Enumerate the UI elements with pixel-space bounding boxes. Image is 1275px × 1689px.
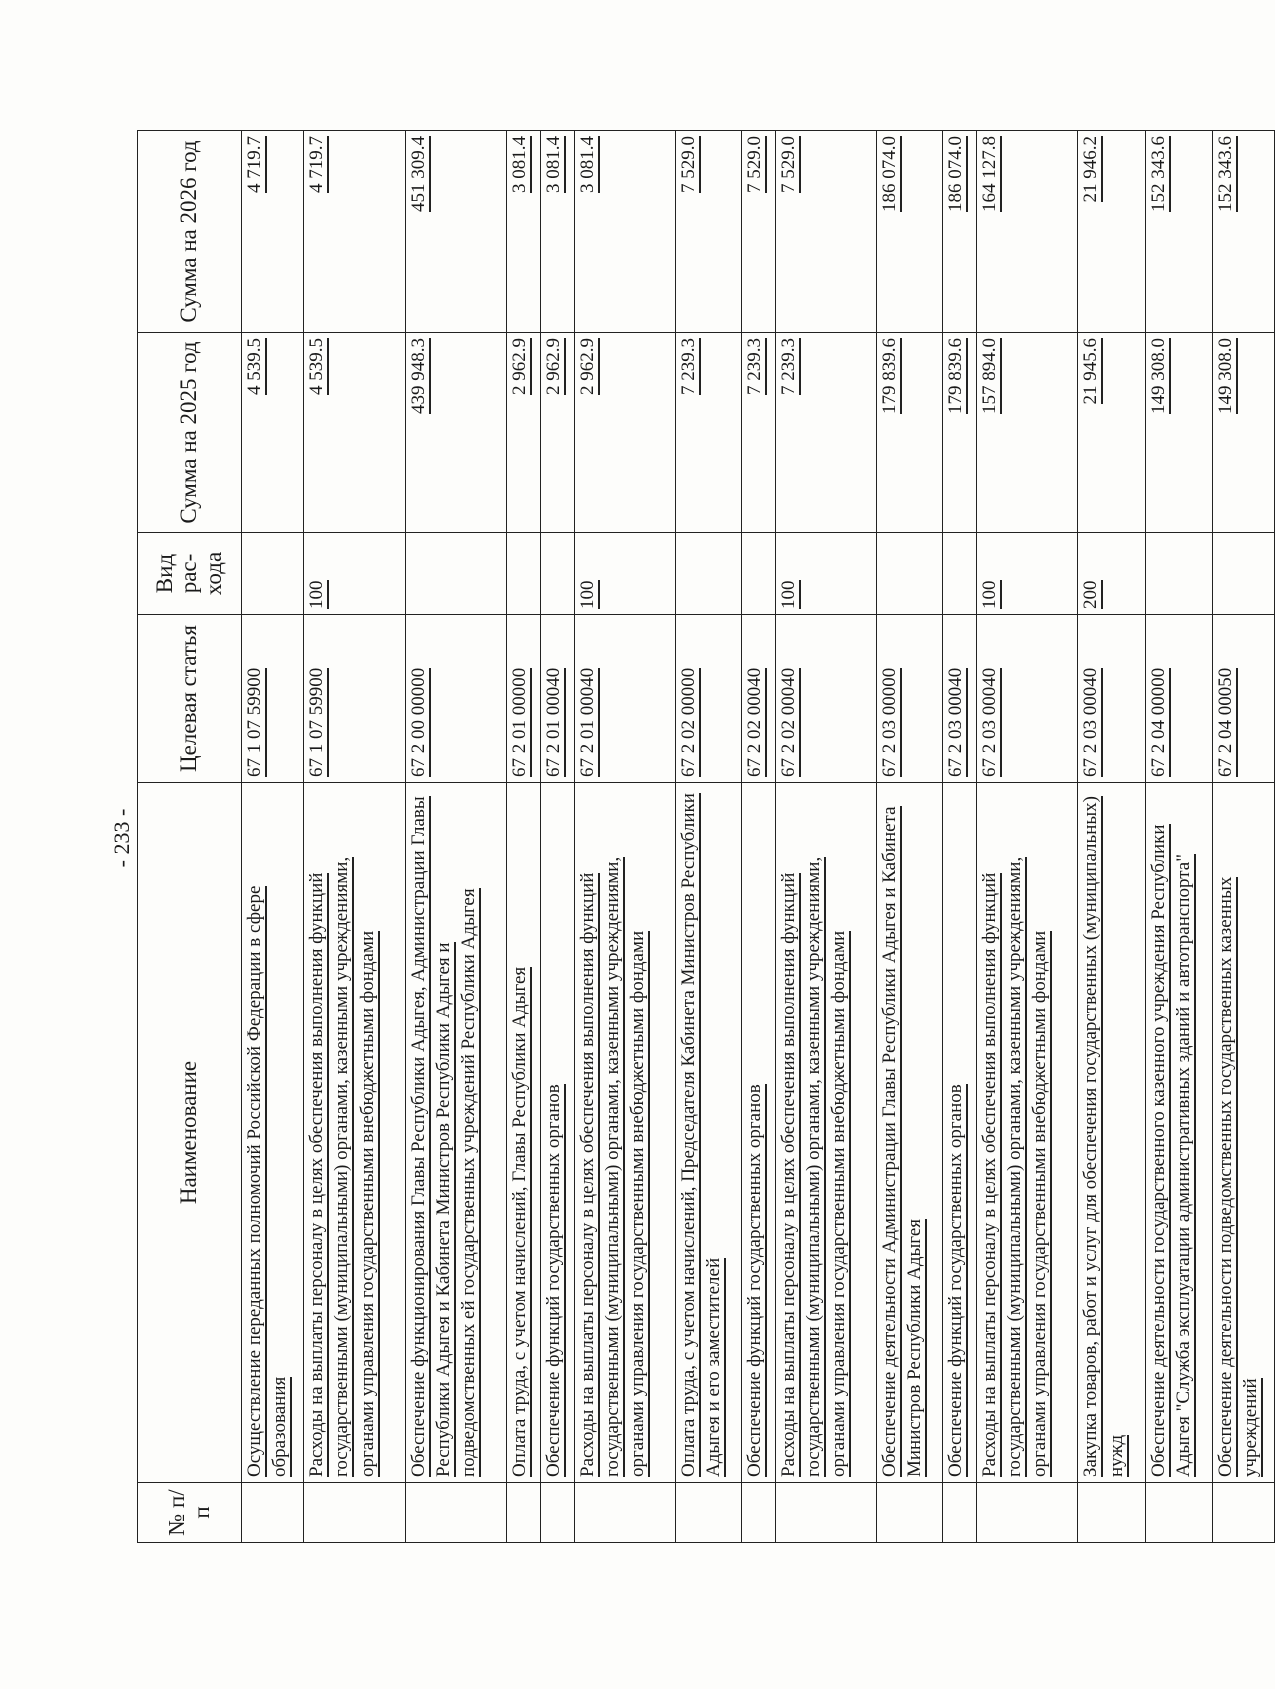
row-target-text: 67 2 02 00040 <box>778 667 800 777</box>
row-sum-2026-text: 4 719.7 <box>306 136 328 193</box>
row-target-text: 67 1 07 59900 <box>306 667 328 777</box>
row-sum-2026-text: 451 309.4 <box>407 136 429 212</box>
row-target-text: 67 2 02 00040 <box>744 667 765 777</box>
row-target-cell <box>977 615 1078 783</box>
row-sum-2025-cell <box>977 333 1078 533</box>
row-expense-type-text: 100 <box>979 580 1001 609</box>
row-sum-2025-text: 157 894.0 <box>979 338 1001 414</box>
row-num-cell <box>242 1483 304 1543</box>
table-row <box>676 131 742 1543</box>
row-sum-2026-cell <box>540 131 574 333</box>
table-row <box>877 131 943 1543</box>
header-sum-2025: Сумма на 2025 год <box>138 333 242 533</box>
page-number: - 233 - <box>109 808 134 868</box>
row-sum-2026-cell <box>506 131 540 333</box>
row-name-text: Обеспечение деятельности подведомственных государственных казенных учреждений <box>1214 876 1261 1477</box>
rotated-table-container <box>137 131 1275 1543</box>
row-sum-2026-text: 152 343.6 <box>1214 136 1236 212</box>
row-expense-type-cell <box>304 533 405 615</box>
row-sum-2026-cell <box>1078 131 1145 333</box>
row-name-cell <box>540 783 574 1483</box>
row-expense-type-cell <box>742 533 776 615</box>
row-target-cell <box>776 615 877 783</box>
header-sum-2026: Сумма на 2026 год <box>138 131 242 333</box>
row-name-cell <box>877 783 943 1483</box>
table-body <box>242 131 1275 1543</box>
table-row <box>242 131 304 1543</box>
row-sum-2025-text: 4 539.5 <box>244 338 265 395</box>
row-num-cell <box>742 1483 776 1543</box>
row-name-cell <box>943 783 977 1483</box>
row-sum-2025-cell <box>506 333 540 533</box>
row-sum-2025-cell <box>1145 333 1212 533</box>
row-num-cell <box>977 1483 1078 1543</box>
row-target-cell <box>1212 615 1274 783</box>
row-name-cell <box>742 783 776 1483</box>
row-sum-2026-text: 3 081.4 <box>508 136 530 193</box>
row-expense-type-text: 100 <box>778 580 800 609</box>
row-expense-type-cell <box>1212 533 1274 615</box>
row-sum-2025-text: 2 962.9 <box>576 338 598 395</box>
row-target-text: 67 2 01 00000 <box>508 667 530 777</box>
row-name-text: Расходы на выплаты персоналу в целях обеспечения выполнения функций государственными (муниципальными) органами, казенными учреждениями, органами управления государственными внебюджетными фондами <box>778 856 850 1477</box>
row-name-text: Осуществление переданных полномочий Российской Федерации в сфере образования <box>244 885 291 1477</box>
row-sum-2025-text: 21 945.6 <box>1080 338 1102 405</box>
row-expense-type-text: 100 <box>306 580 328 609</box>
row-name-cell <box>776 783 877 1483</box>
header-num: № п/п <box>138 1483 242 1543</box>
row-sum-2026-cell <box>242 131 304 333</box>
row-sum-2026-cell <box>977 131 1078 333</box>
row-name-text: Обеспечение функций государственных органов <box>744 1084 765 1477</box>
row-sum-2025-cell <box>304 333 405 533</box>
row-name-text: Обеспечение деятельности государственного казенного учреждения Республики Адыгея "Служба эксплуатации административных зданий и автотранспорта" <box>1147 824 1194 1477</box>
row-expense-type-text: 200 <box>1080 580 1102 609</box>
row-sum-2025-cell <box>742 333 776 533</box>
row-sum-2025-cell <box>943 333 977 533</box>
row-num-cell <box>506 1483 540 1543</box>
row-num-cell <box>405 1483 506 1543</box>
row-target-cell <box>742 615 776 783</box>
table-row <box>405 131 506 1543</box>
header-name: Наименование <box>138 783 242 1483</box>
row-name-cell <box>405 783 506 1483</box>
row-num-cell <box>574 1483 675 1543</box>
row-sum-2026-cell <box>1145 131 1212 333</box>
row-sum-2025-text: 7 239.3 <box>778 338 800 395</box>
row-name-cell <box>506 783 540 1483</box>
row-sum-2026-text: 21 946.2 <box>1080 136 1102 203</box>
row-sum-2026-text: 186 074.0 <box>879 136 901 212</box>
row-sum-2026-text: 4 719.7 <box>244 136 265 193</box>
row-expense-type-cell <box>574 533 675 615</box>
row-sum-2025-cell <box>1212 333 1274 533</box>
row-sum-2025-text: 7 239.3 <box>678 338 700 395</box>
row-sum-2025-text: 179 839.6 <box>879 338 901 414</box>
row-sum-2025-text: 179 839.6 <box>945 338 967 414</box>
row-name-text: Расходы на выплаты персоналу в целях обеспечения выполнения функций государственными (муниципальными) органами, казенными учреждениями, органами управления государственными внебюджетными фондами <box>306 856 378 1477</box>
table-row <box>1078 131 1145 1543</box>
row-sum-2025-text: 149 308.0 <box>1214 338 1236 414</box>
row-expense-type-cell <box>877 533 943 615</box>
row-sum-2026-text: 3 081.4 <box>576 136 598 193</box>
row-target-text: 67 2 04 00050 <box>1214 667 1236 777</box>
row-target-cell <box>1145 615 1212 783</box>
row-sum-2025-cell <box>405 333 506 533</box>
row-target-text: 67 2 01 00040 <box>576 667 598 777</box>
row-num-cell <box>540 1483 574 1543</box>
table-row <box>574 131 675 1543</box>
row-target-text: 67 1 07 59900 <box>244 667 265 777</box>
row-target-cell <box>405 615 506 783</box>
table-row <box>506 131 540 1543</box>
row-sum-2026-cell <box>742 131 776 333</box>
row-num-cell <box>676 1483 742 1543</box>
row-num-cell <box>1078 1483 1145 1543</box>
row-sum-2025-text: 4 539.5 <box>306 338 328 395</box>
row-target-cell <box>304 615 405 783</box>
row-num-cell <box>776 1483 877 1543</box>
row-sum-2025-cell <box>574 333 675 533</box>
row-expense-type-cell <box>676 533 742 615</box>
row-target-text: 67 2 03 00000 <box>879 667 901 777</box>
row-num-cell <box>877 1483 943 1543</box>
row-sum-2025-text: 149 308.0 <box>1147 338 1169 414</box>
row-sum-2026-cell <box>405 131 506 333</box>
row-num-cell <box>304 1483 405 1543</box>
row-name-text: Расходы на выплаты персоналу в целях обеспечения выполнения функций государственными (муниципальными) органами, казенными учреждениями, органами управления государственными внебюджетными фондами <box>979 856 1051 1477</box>
row-target-text: 67 2 03 00040 <box>945 667 967 777</box>
row-target-cell <box>877 615 943 783</box>
row-target-text: 67 2 00 00000 <box>407 667 429 777</box>
row-sum-2026-cell <box>574 131 675 333</box>
table-header-row <box>138 131 242 1543</box>
row-num-cell <box>1212 1483 1274 1543</box>
row-target-cell <box>676 615 742 783</box>
row-expense-type-cell <box>242 533 304 615</box>
row-expense-type-cell <box>977 533 1078 615</box>
table-row <box>1212 131 1274 1543</box>
row-sum-2026-text: 186 074.0 <box>945 136 967 212</box>
table-row <box>977 131 1078 1543</box>
row-sum-2025-text: 2 962.9 <box>542 338 564 395</box>
row-sum-2026-text: 164 127.8 <box>979 136 1001 212</box>
row-name-cell <box>676 783 742 1483</box>
budget-table <box>137 130 1275 1543</box>
row-target-text: 67 2 01 00040 <box>542 667 564 777</box>
row-name-cell <box>1078 783 1145 1483</box>
row-name-text: Обеспечение функций государственных органов <box>542 1084 564 1477</box>
row-target-cell <box>574 615 675 783</box>
table-row <box>776 131 877 1543</box>
row-sum-2025-cell <box>1078 333 1145 533</box>
table-row <box>540 131 574 1543</box>
row-sum-2026-text: 7 529.0 <box>678 136 700 193</box>
table-row <box>742 131 776 1543</box>
row-sum-2026-cell <box>877 131 943 333</box>
row-name-cell <box>574 783 675 1483</box>
table-row <box>304 131 405 1543</box>
row-sum-2025-cell <box>776 333 877 533</box>
row-num-cell <box>943 1483 977 1543</box>
row-expense-type-cell <box>405 533 506 615</box>
row-target-text: 67 2 02 00000 <box>678 667 700 777</box>
row-sum-2026-text: 152 343.6 <box>1147 136 1169 212</box>
header-target: Целевая статья <box>138 615 242 783</box>
row-sum-2025-text: 2 962.9 <box>508 338 530 395</box>
row-sum-2025-text: 439 948.3 <box>407 338 429 414</box>
row-sum-2026-text: 3 081.4 <box>542 136 564 193</box>
row-sum-2026-text: 7 529.0 <box>778 136 800 193</box>
row-target-cell <box>540 615 574 783</box>
row-target-cell <box>506 615 540 783</box>
row-expense-type-cell <box>506 533 540 615</box>
row-name-text: Обеспечение функций государственных органов <box>945 1084 967 1477</box>
row-target-cell <box>943 615 977 783</box>
row-expense-type-cell <box>776 533 877 615</box>
row-sum-2026-cell <box>676 131 742 333</box>
row-sum-2026-cell <box>304 131 405 333</box>
row-name-text: Обеспечение деятельности Администрации Главы Республики Адыгея и Кабинета Министров Республики Адыгея <box>879 806 926 1477</box>
row-target-text: 67 2 03 00040 <box>1080 667 1102 777</box>
row-sum-2026-cell <box>1212 131 1274 333</box>
table-row <box>943 131 977 1543</box>
row-target-cell <box>1078 615 1145 783</box>
row-name-text: Обеспечение функционирования Главы Республики Адыгея, Администрации Главы Республики Адыгея и Кабинета Министров Республики Адыгея и подведомственных ей государственных учреждений Республики Адыгея <box>407 796 479 1477</box>
row-sum-2026-cell <box>943 131 977 333</box>
row-sum-2025-cell <box>676 333 742 533</box>
row-target-text: 67 2 04 00000 <box>1147 667 1169 777</box>
row-sum-2025-cell <box>242 333 304 533</box>
header-expense-type: Вид рас-хода <box>138 533 242 615</box>
row-name-text: Расходы на выплаты персоналу в целях обеспечения выполнения функций государственными (муниципальными) органами, казенными учреждениями, органами управления государственными внебюджетными фондами <box>576 856 649 1477</box>
row-num-cell <box>1145 1483 1212 1543</box>
row-sum-2025-cell <box>877 333 943 533</box>
row-expense-type-cell <box>1078 533 1145 615</box>
row-name-text: Закупка товаров, работ и услуг для обеспечения государственных (муниципальных) нужд <box>1080 796 1127 1477</box>
row-sum-2025-cell <box>540 333 574 533</box>
row-name-cell <box>304 783 405 1483</box>
row-sum-2026-text: 7 529.0 <box>744 136 765 193</box>
row-target-text: 67 2 03 00040 <box>979 667 1001 777</box>
row-name-cell <box>1212 783 1274 1483</box>
row-sum-2025-text: 7 239.3 <box>744 338 765 395</box>
row-expense-type-text: 100 <box>576 580 598 609</box>
row-name-text: Оплата труда, с учетом начислений, Главы Республики Адыгея <box>508 966 530 1477</box>
row-name-text: Оплата труда, с учетом начислений, Председателя Кабинета Министров Республики Адыгея и его заместителей <box>678 793 725 1477</box>
row-target-cell <box>242 615 304 783</box>
table-row <box>1145 131 1212 1543</box>
row-sum-2026-cell <box>776 131 877 333</box>
row-expense-type-cell <box>540 533 574 615</box>
row-expense-type-cell <box>943 533 977 615</box>
row-expense-type-cell <box>1145 533 1212 615</box>
row-name-cell <box>1145 783 1212 1483</box>
row-name-cell <box>242 783 304 1483</box>
row-name-cell <box>977 783 1078 1483</box>
